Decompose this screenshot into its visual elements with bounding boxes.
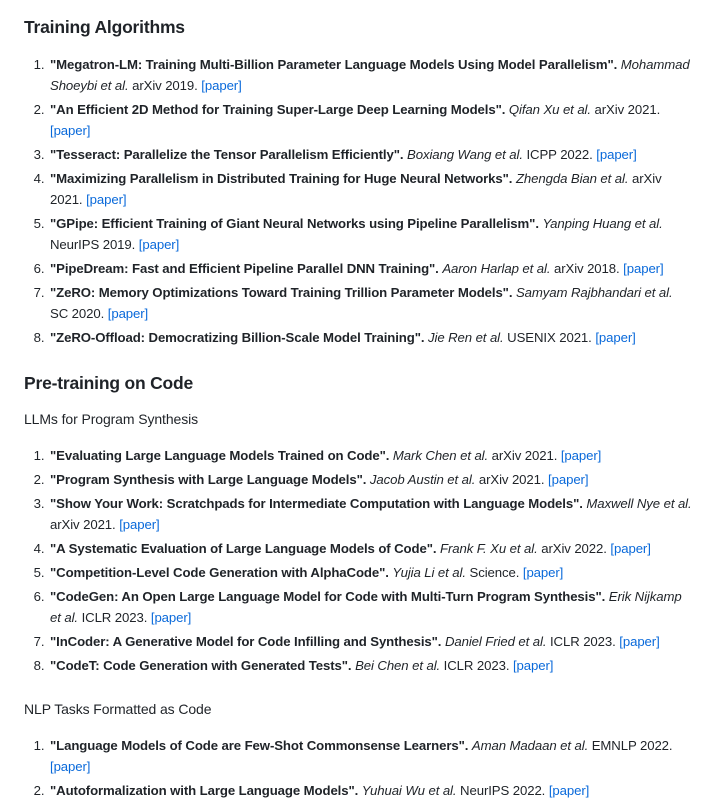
paper-link[interactable]: [paper] <box>50 759 91 774</box>
paper-venue: arXiv 2021. <box>594 102 661 117</box>
paper-title: "Evaluating Large Language Models Trained on Code". <box>50 448 390 463</box>
paper-authors: Jacob Austin et al. <box>369 472 476 487</box>
paper-authors: Mark Chen et al. <box>392 448 489 463</box>
paper-link[interactable]: [paper] <box>596 147 637 162</box>
paper-authors: Aaron Harlap et al. <box>442 261 551 276</box>
subsection-heading: LLMs for Program Synthesis <box>24 411 199 427</box>
paper-list-item <box>48 780 692 801</box>
paper-venue: NeurIPS 2022. <box>460 783 546 798</box>
paper-list-item <box>48 258 692 279</box>
paper-venue: arXiv 2021. <box>50 517 116 532</box>
paper-authors: Frank F. Xu et al. <box>440 541 538 556</box>
paper-link[interactable]: [paper] <box>107 306 149 321</box>
paper-authors: Maxwell Nye et al. <box>586 496 692 511</box>
paper-authors: Erik Nijkamp et al. <box>50 589 682 625</box>
paper-title: "Language Models of Code are Few-Shot Commonsense Learners". <box>50 738 469 753</box>
paper-link[interactable]: [paper] <box>623 261 664 276</box>
paper-venue: arXiv 2021. <box>50 171 662 207</box>
paper-authors: Jie Ren et al. <box>428 330 504 345</box>
paper-list-item <box>48 631 692 652</box>
paper-list-item <box>48 282 692 324</box>
paper-list-item <box>48 586 692 628</box>
paper-list-item <box>48 168 692 210</box>
paper-authors: Daniel Fried et al. <box>444 634 547 649</box>
paper-link[interactable]: [paper] <box>119 517 160 532</box>
paper-authors: Samyam Rajbhandari et al. <box>515 285 673 300</box>
paper-link[interactable]: [paper] <box>138 237 180 252</box>
paper-venue: USENIX 2021. <box>507 330 592 345</box>
paper-authors: Qifan Xu et al. <box>508 102 591 117</box>
paper-link[interactable]: [paper] <box>50 123 91 138</box>
paper-list-item <box>48 493 692 535</box>
paper-venue: NeurIPS 2019. <box>50 237 136 252</box>
paper-link[interactable]: [paper] <box>512 658 554 673</box>
paper-link[interactable]: [paper] <box>150 610 192 625</box>
paper-venue: arXiv 2021. <box>478 472 545 487</box>
paper-link[interactable]: [paper] <box>619 634 660 649</box>
paper-title: "PipeDream: Fast and Efficient Pipeline Parallel DNN Training". <box>50 261 439 276</box>
paper-title: "GPipe: Efficient Training of Giant Neural Networks using Pipeline Parallelism". <box>50 216 539 231</box>
paper-title: "CodeGen: An Open Large Language Model for Code with Multi-Turn Program Synthesis". <box>50 589 606 604</box>
paper-title: "Program Synthesis with Large Language Models". <box>50 472 367 487</box>
paper-authors: Aman Madaan et al. <box>471 738 589 753</box>
paper-title: "Megatron-LM: Training Multi-Billion Parameter Language Models Using Model Parallelism". <box>50 57 618 72</box>
paper-venue: Science. <box>469 565 520 580</box>
paper-venue: EMNLP 2022. <box>591 738 673 753</box>
paper-title: "Tesseract: Parallelize the Tensor Parallelism Efficiently". <box>50 147 404 162</box>
paper-title: "An Efficient 2D Method for Training Super-Large Deep Learning Models". <box>50 102 506 117</box>
paper-link[interactable]: [paper] <box>201 78 242 93</box>
section-heading: Pre-training on Code <box>24 373 194 393</box>
paper-authors: Yujia Li et al. <box>392 565 466 580</box>
paper-title: "Show Your Work: Scratchpads for Intermediate Computation with Language Models". <box>50 496 583 511</box>
paper-venue: ICPP 2022. <box>526 147 593 162</box>
paper-list-item <box>48 735 692 777</box>
paper-venue: ICLR 2023. <box>81 610 148 625</box>
paper-venue: arXiv 2022. <box>541 541 607 556</box>
paper-list <box>24 735 692 801</box>
paper-authors: Zhengda Bian et al. <box>515 171 629 186</box>
paper-title: "InCoder: A Generative Model for Code Infilling and Synthesis". <box>50 634 442 649</box>
paper-title: "Competition-Level Code Generation with AlphaCode". <box>50 565 389 580</box>
paper-authors: Yuhuai Wu et al. <box>361 783 457 798</box>
paper-title: "ZeRO-Offload: Democratizing Billion-Scale Model Training". <box>50 330 425 345</box>
subsection-heading: NLP Tasks Formatted as Code <box>24 701 212 717</box>
section-heading: Training Algorithms <box>24 17 185 37</box>
paper-authors: Bei Chen et al. <box>355 658 441 673</box>
paper-link[interactable]: [paper] <box>560 448 602 463</box>
paper-authors: Mohammad Shoeybi et al. <box>50 57 690 93</box>
paper-link[interactable]: [paper] <box>548 783 590 798</box>
paper-list-item <box>48 144 692 165</box>
paper-list-item <box>48 445 692 466</box>
paper-venue: arXiv 2018. <box>553 261 620 276</box>
paper-venue: arXiv 2021. <box>491 448 558 463</box>
paper-venue: arXiv 2019. <box>132 78 198 93</box>
paper-list-item <box>48 538 692 559</box>
paper-list-item <box>48 562 692 583</box>
paper-list <box>24 54 692 348</box>
paper-list-item <box>48 54 692 96</box>
paper-title: "A Systematic Evaluation of Large Language Models of Code". <box>50 541 437 556</box>
paper-title: "CodeT: Code Generation with Generated Tests". <box>50 658 352 673</box>
paper-list <box>24 445 692 676</box>
paper-list-item <box>48 655 692 676</box>
paper-list-item <box>48 213 692 255</box>
paper-list-item <box>48 469 692 490</box>
paper-list-item <box>48 99 692 141</box>
paper-list-item <box>48 327 692 348</box>
paper-link[interactable]: [paper] <box>595 330 636 345</box>
paper-link[interactable]: [paper] <box>548 472 589 487</box>
paper-link[interactable]: [paper] <box>522 565 564 580</box>
paper-title: "ZeRO: Memory Optimizations Toward Training Trillion Parameter Models". <box>50 285 513 300</box>
paper-venue: ICLR 2023. <box>443 658 510 673</box>
paper-link[interactable]: [paper] <box>86 192 127 207</box>
paper-link[interactable]: [paper] <box>610 541 651 556</box>
paper-venue: SC 2020. <box>50 306 105 321</box>
paper-authors: Yanping Huang et al. <box>542 216 663 231</box>
paper-venue: ICLR 2023. <box>549 634 616 649</box>
paper-title: "Maximizing Parallelism in Distributed Training for Huge Neural Networks". <box>50 171 513 186</box>
paper-title: "Autoformalization with Large Language Models". <box>50 783 359 798</box>
paper-authors: Boxiang Wang et al. <box>407 147 523 162</box>
